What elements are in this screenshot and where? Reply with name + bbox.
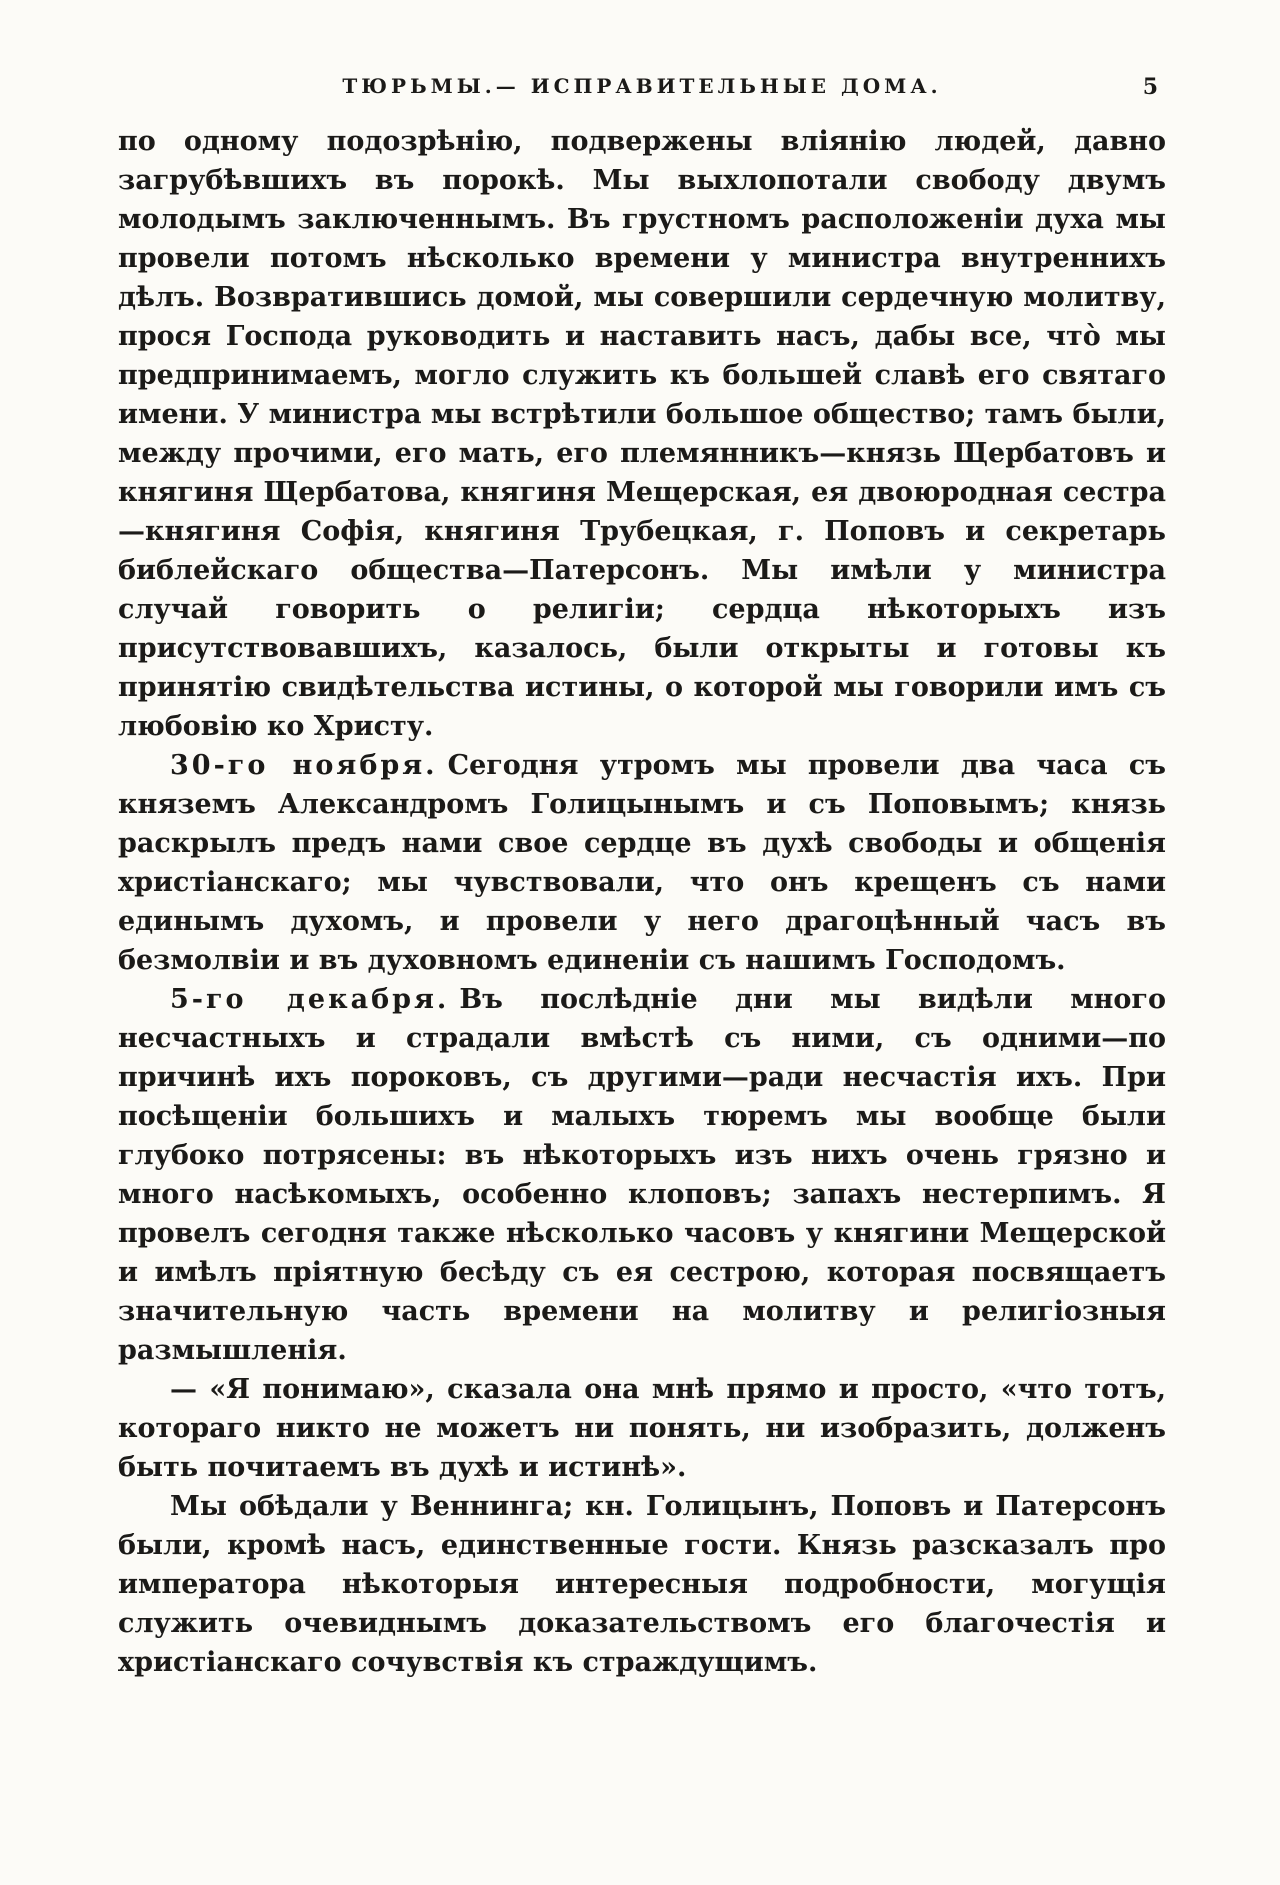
paragraph-text: по одному подозрѣнію, подвержены вліянію людей, давно загрубѣвшихъ въ порокѣ. Мы выхлопотали свободу двумъ молодымъ заключеннымъ. Въ грустномъ расположеніи духа мы провели потомъ нѣсколько времени у министра внутреннихъ дѣлъ. Возвратившись домой, мы совершили сердечную молитву, прося Господа руководить и наставить насъ, дабы все, что̀ мы предпринимаемъ, могло служить къ большей славѣ его святаго имени. У министра мы встрѣтили большое общество; тамъ были, между прочими, его мать, его племянникъ—князь Щербатовъ и княгиня Щербатова, княгиня Мещерская, ея двоюродная сестра—княгиня Софія, княгиня Трубецкая, г. Поповъ и секретарь библейскаго общества—Патерсонъ. Мы имѣли у министра случай говорить о религіи; сердца нѣкоторыхъ изъ присутствовавшихъ, казалось, были открыты и готовы къ принятію свидѣтельства истины, о которой мы говорили имъ съ любовію ко Христу. — [118, 126, 1166, 742]
body-text — [118, 122, 1166, 1682]
paragraph-diary-entry — [118, 980, 1166, 1370]
paragraph-diary-entry — [118, 746, 1166, 980]
entry-date: 30-го ноября. — [170, 750, 438, 781]
entry-date: 5-го декабря. — [170, 984, 450, 1015]
paragraph-text: Мы обѣдали у Веннинга; кн. Голицынъ, Поповъ и Патерсонъ были, кромѣ насъ, единственные гости. Князь разсказалъ про императора нѣкоторыя интересныя подробности, могущія служить очевиднымъ доказательствомъ его благочестія и христіанскаго сочувствія къ страждущимъ. — [118, 1491, 1166, 1678]
paragraph — [118, 1487, 1166, 1682]
paragraph-quotation — [118, 1370, 1166, 1487]
paragraph-text: — «Я понимаю», сказала она мнѣ прямо и просто, «что тотъ, котораго никто не можетъ ни понять, ни изобразить, долженъ быть почитаемъ въ духѣ и истинѣ». — [118, 1374, 1166, 1483]
running-title: ТЮРЬМЫ.— ИСПРАВИТЕЛЬНЫЕ ДОМА. — [342, 74, 942, 98]
paragraph-text: Сегодня утромъ мы провели два часа съ княземъ Александромъ Голицынымъ и съ Поповымъ; князь раскрылъ предъ нами свое сердце въ духѣ свободы и общенія христіанскаго; мы чувствовали, что онъ крещенъ съ нами единымъ духомъ, и провели у него драгоцѣнный часъ въ безмолвіи и въ духовномъ единеніи съ нашимъ Господомъ. — [118, 750, 1167, 976]
paragraph-continuation — [118, 122, 1166, 746]
page-number: 5 — [1142, 74, 1158, 100]
paragraph-text: Въ послѣдніе дни мы видѣли много несчастныхъ и страдали вмѣстѣ съ ними, съ одними—по причинѣ ихъ пороковъ, съ другими—ради несчастія ихъ. При посѣщеніи большихъ и малыхъ тюремъ мы вообще были глубоко потрясены: въ нѣкоторыхъ изъ нихъ очень грязно и много насѣкомыхъ, особенно клоповъ; запахъ нестерпимъ. Я провелъ сегодня также нѣсколько часовъ у княгини Мещерской и имѣлъ пріятную бесѣду съ ея сестрою, которая посвящаетъ значительную часть времени на молитву и религіозныя размышленія. — [118, 984, 1166, 1366]
